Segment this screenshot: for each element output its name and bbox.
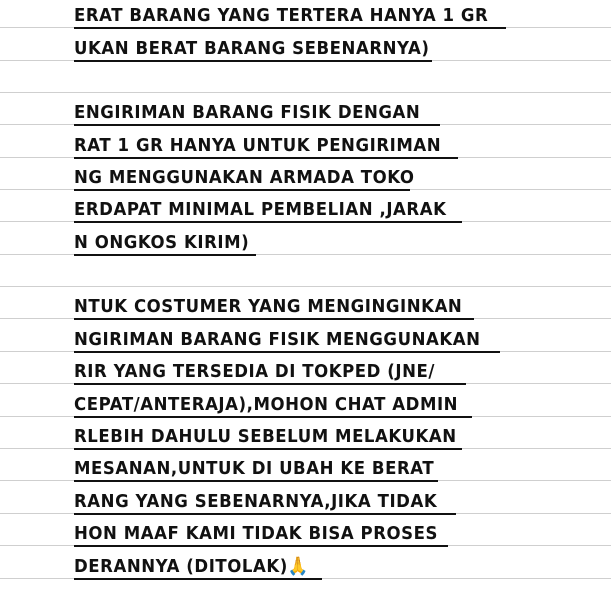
ruled-line xyxy=(0,286,611,287)
text-line: NGIRIMAN BARANG FISIK MENGGUNAKAN xyxy=(74,329,481,350)
text-underline xyxy=(74,545,448,547)
text-line: ENGIRIMAN BARANG FISIK DENGAN xyxy=(74,102,421,123)
text-underline xyxy=(74,27,506,29)
text-underline xyxy=(74,448,462,450)
text-underline xyxy=(74,578,322,580)
text-line: CEPAT/ANTERAJA),MOHON CHAT ADMIN xyxy=(74,394,459,415)
text-underline xyxy=(74,480,438,482)
text-line: RIR YANG TERSEDIA DI TOKPED (JNE/ xyxy=(74,361,435,382)
text-line: RLEBIH DAHULU SEBELUM MELAKUKAN xyxy=(74,426,457,447)
text-line: DERANNYA (DITOLAK)🙏 xyxy=(74,556,310,577)
text-line: RANG YANG SEBENARNYA,JIKA TIDAK xyxy=(74,491,438,512)
text-underline xyxy=(74,416,472,418)
text-underline xyxy=(74,351,500,353)
text-line: ERDAPAT MINIMAL PEMBELIAN ,JARAK xyxy=(74,199,447,220)
text-line: NG MENGGUNAKAN ARMADA TOKO xyxy=(74,167,415,188)
text-underline xyxy=(74,189,410,191)
text-line: ERAT BARANG YANG TERTERA HANYA 1 GR xyxy=(74,5,489,26)
text-line: NTUK COSTUMER YANG MENGINGINKAN xyxy=(74,296,463,317)
text-underline xyxy=(74,157,458,159)
text-underline xyxy=(74,383,466,385)
text-line: UKAN BERAT BARANG SEBENARNYA) xyxy=(74,38,430,59)
text-line: MESANAN,UNTUK DI UBAH KE BERAT xyxy=(74,458,435,479)
text-line: N ONGKOS KIRIM) xyxy=(74,232,250,253)
ruled-line xyxy=(0,92,611,93)
text-line: HON MAAF KAMI TIDAK BISA PROSES xyxy=(74,523,438,544)
text-line: RAT 1 GR HANYA UNTUK PENGIRIMAN xyxy=(74,135,442,156)
text-underline xyxy=(74,513,456,515)
text-underline xyxy=(74,221,462,223)
text-underline xyxy=(74,60,432,62)
text-underline xyxy=(74,124,440,126)
text-underline xyxy=(74,318,474,320)
text-underline xyxy=(74,254,256,256)
